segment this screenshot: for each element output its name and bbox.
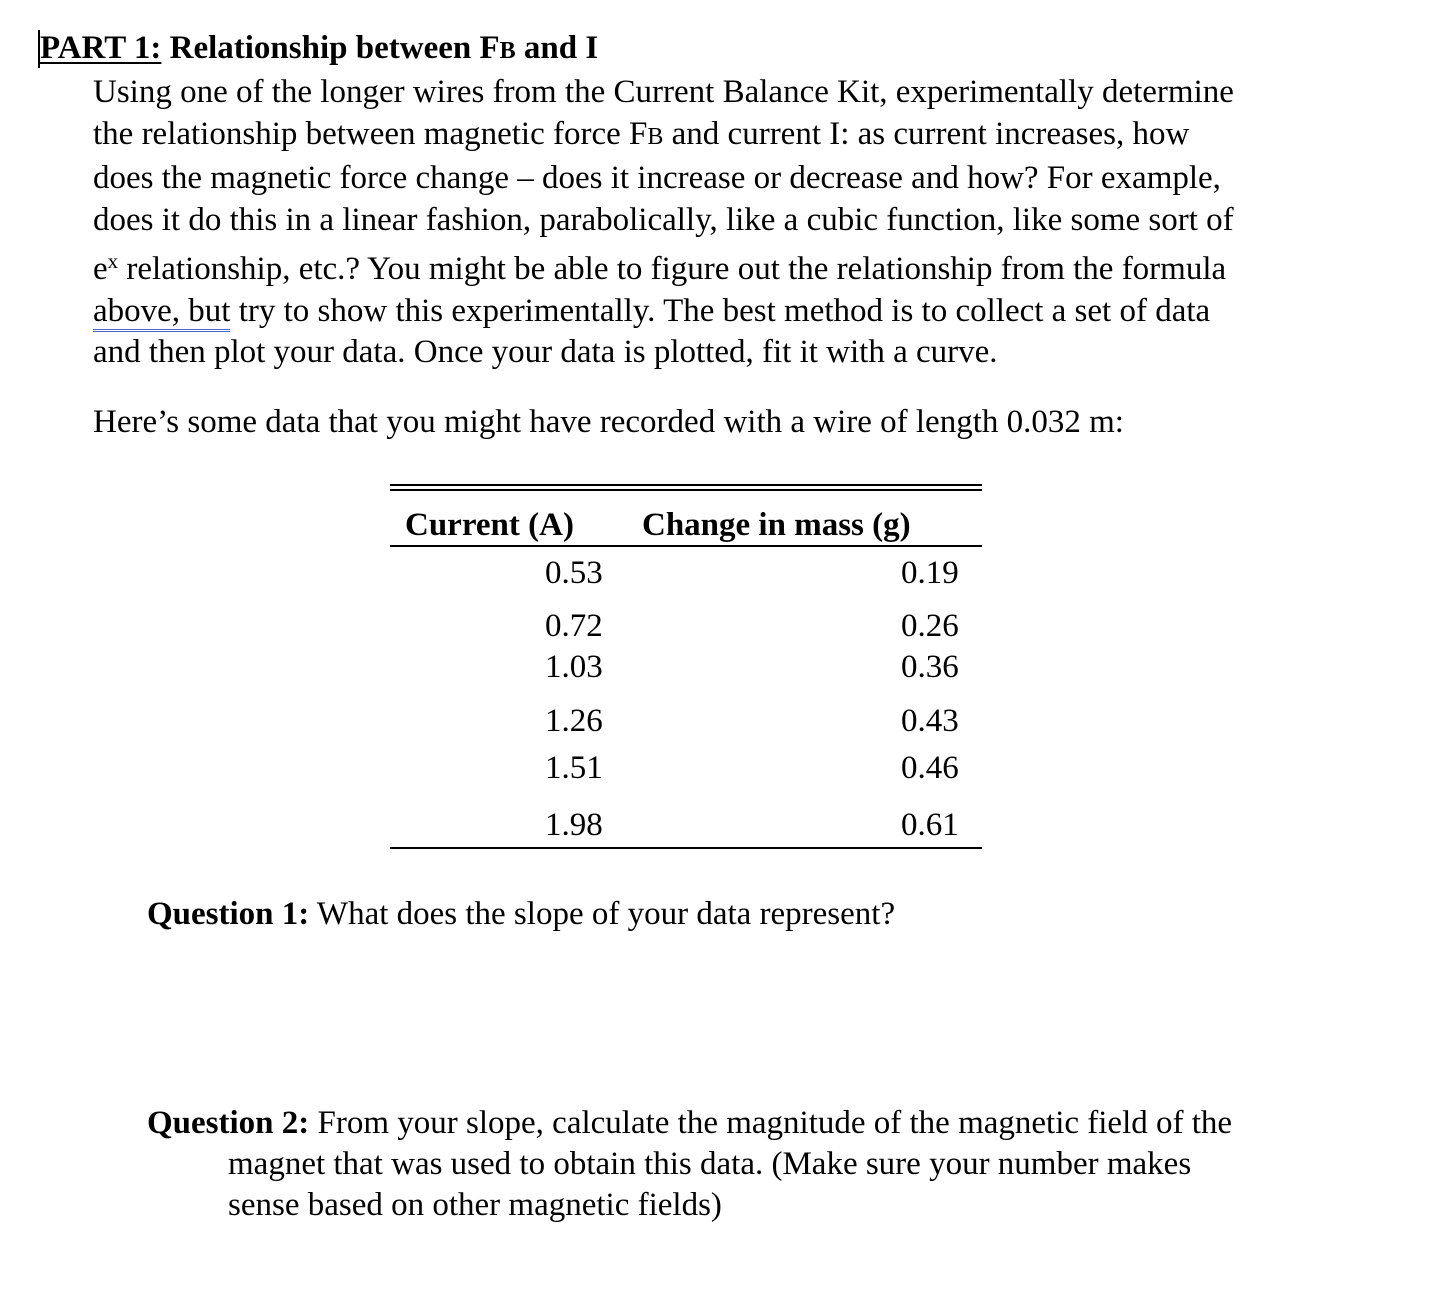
para-line-6 — [93, 291, 1393, 333]
heading-title-pre: Relationship between F — [161, 30, 500, 66]
table-cell-mass: 0.26 — [901, 608, 959, 644]
para-line-2 — [93, 114, 1393, 159]
question-2 — [147, 1103, 1232, 1226]
table-cell-current: 1.51 — [545, 750, 603, 786]
para-line-5-superscript: x — [107, 249, 119, 273]
heading-title-subscript: B — [499, 38, 516, 64]
grammar-flagged-text[interactable]: above, but — [93, 293, 230, 332]
table-cell-mass: 0.43 — [901, 703, 959, 739]
table-cell-current: 0.72 — [545, 608, 603, 644]
table-cell-current: 0.53 — [545, 555, 603, 591]
table-top-rule — [390, 484, 982, 486]
heading-part-label: PART 1: — [40, 30, 162, 66]
table-cell-mass: 0.46 — [901, 750, 959, 786]
para-line-4: does it do this in a linear fashion, parabolically, like a cubic function, like some sort of — [93, 201, 1234, 238]
para-line-3: does the magnetic force change – does it increase or decrease and how? For example, — [93, 160, 1221, 196]
para-line-5-rest: relationship, etc.? You might be able to figure out the relationship from the formula — [118, 251, 1227, 287]
para-line-7: and then plot your data. Once your data is plotted, fit it with a curve. — [93, 334, 998, 370]
question-2-line-3: sense based on other magnetic fields) — [228, 1187, 722, 1223]
section-heading — [40, 28, 598, 71]
table-cell-mass: 0.19 — [901, 555, 959, 591]
table-bottom-rule — [390, 847, 982, 849]
para-line-5-base: e — [93, 251, 108, 287]
instructions-paragraph — [93, 72, 1393, 374]
table-header-rule — [390, 545, 982, 547]
question-1 — [147, 894, 895, 935]
table-header-mass: Change in mass (g) — [642, 507, 911, 543]
para-line-6-rest: try to show this experimentally. The best method is to collect a set of data — [230, 292, 1211, 329]
question-2-line-1 — [147, 1103, 1232, 1144]
table-cell-mass: 0.61 — [901, 807, 959, 843]
table-top-rule-2 — [390, 489, 982, 491]
table-header-current: Current (A) — [405, 507, 574, 543]
table-cell-current: 1.26 — [545, 703, 603, 739]
table-cell-mass: 0.36 — [901, 649, 959, 685]
question-2-line-2: magnet that was used to obtain this data. (Make sure your number makes — [228, 1146, 1192, 1182]
question-1-label: Question 1: — [147, 896, 310, 932]
question-2-text-1: From your slope, calculate the magnitude of the magnetic field of the — [309, 1105, 1233, 1141]
data-lead-sentence: Here’s some data that you might have recorded with a wire of length 0.032 m: — [93, 404, 1124, 440]
question-1-text: What does the slope of your data represent? — [309, 896, 896, 932]
para-line-2b: and current I: as current increases, how — [663, 115, 1190, 152]
para-line-5 — [93, 241, 1393, 291]
table-cell-current: 1.98 — [545, 807, 603, 843]
table-cell-current: 1.03 — [545, 649, 603, 685]
question-2-label: Question 2: — [147, 1105, 310, 1141]
para-line-2a: the relationship between magnetic force F — [93, 115, 648, 152]
para-line-2-subscript: B — [647, 123, 664, 150]
heading-title-post: and I — [515, 30, 599, 66]
para-line-1: Using one of the longer wires from the Current Balance Kit, experimentally determine — [93, 74, 1234, 110]
